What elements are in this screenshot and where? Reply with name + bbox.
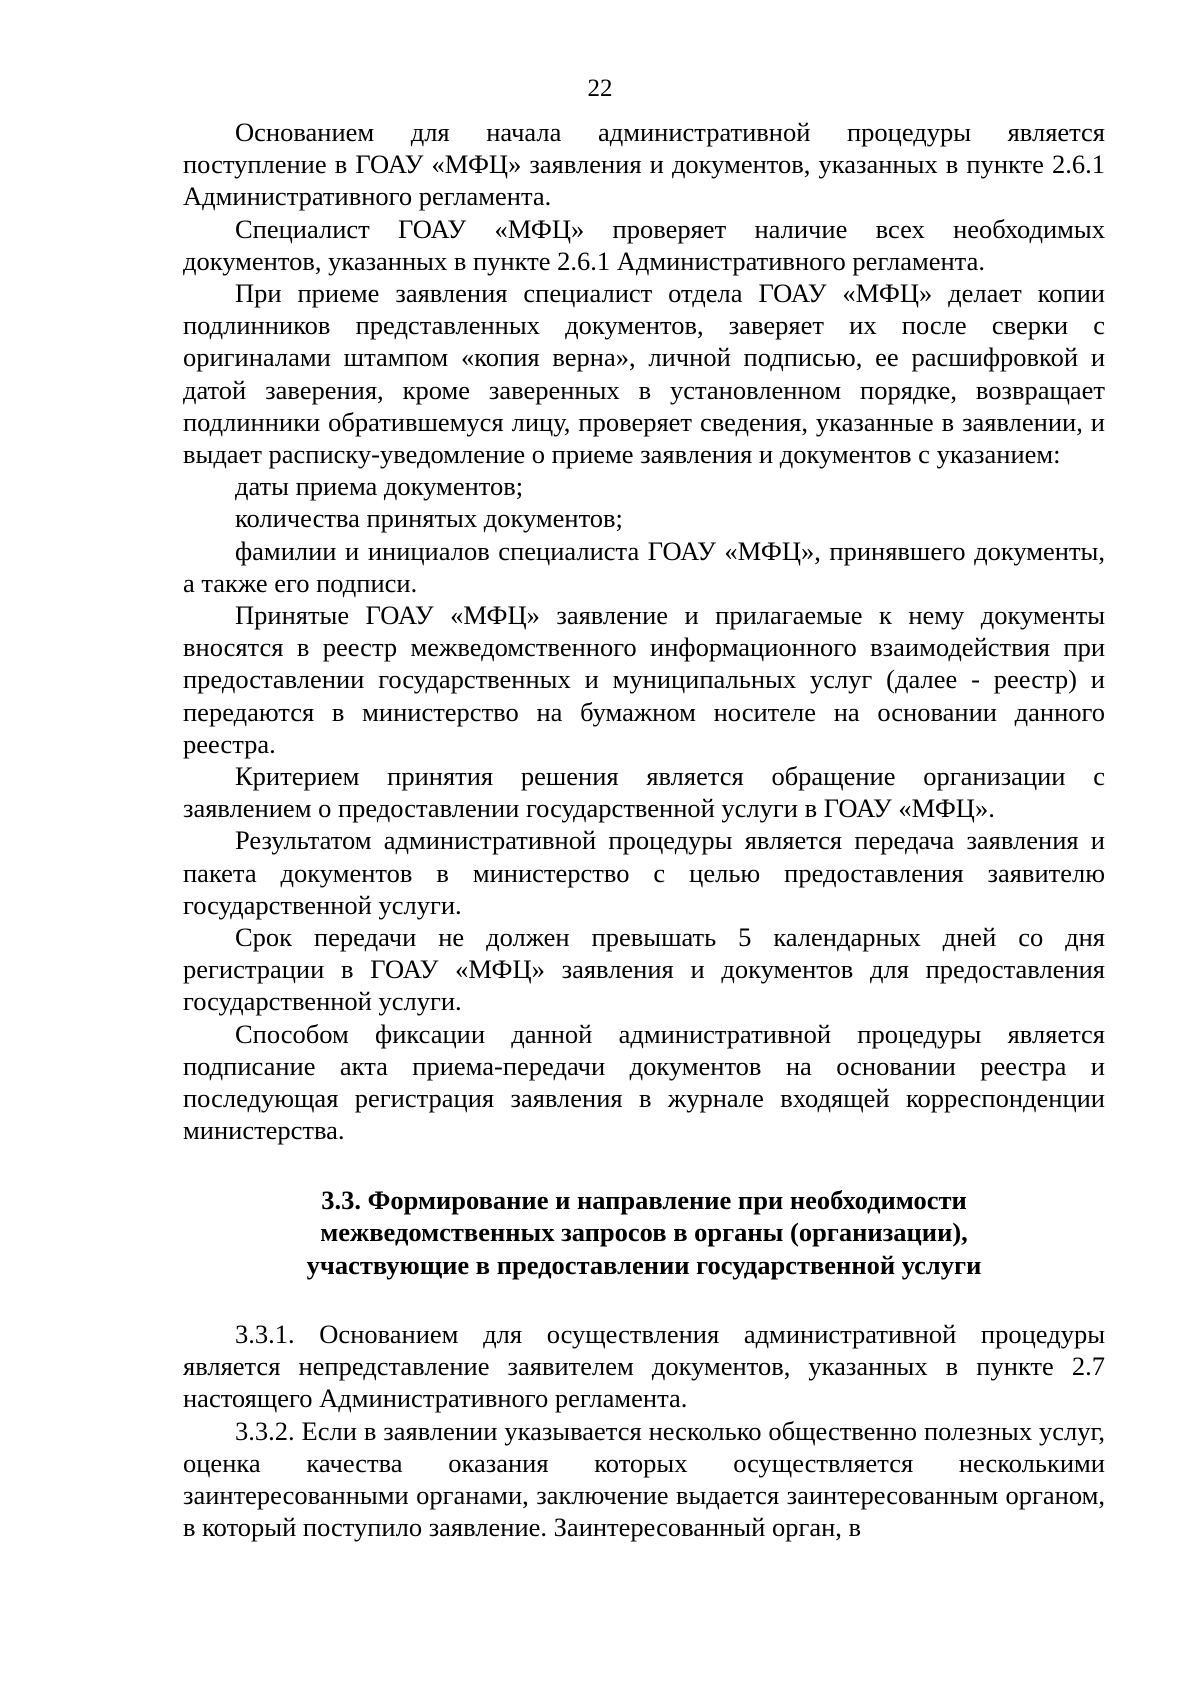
paragraph-result: Результатом административной процедуры является передача заявления и пакета документов в министерство с целью предоставления заявителю государственной услуги. (183, 825, 1105, 920)
list-item-specialist: фамилии и инициалов специалиста ГОАУ «МФЦ», принявшего документы, а также его подписи. (183, 535, 1105, 598)
paragraph-criterion: Критерием принятия решения является обращение организации с заявлением о предоставлении государственной услуги в ГОАУ «МФЦ». (183, 761, 1105, 824)
paragraph-registry: Принятые ГОАУ «МФЦ» заявление и прилагаемые к нему документы вносятся в реестр межведомственного информационного взаимодействия при предоставлении государственных и муниципальных услуг (далее - реестр) и передаются в министерство на бумажном носителе на основании данного реестра. (183, 600, 1105, 759)
paragraph-check-documents: Специалист ГОАУ «МФЦ» проверяет наличие всех необходимых документов, указанных в пункте 2.6.1 Административного регламента. (183, 213, 1105, 276)
paragraph-fixation: Способом фиксации данной административной процедуры является подписание акта приема-передачи документов на основании реестра и последующая регистрация заявления в журнале входящей корреспонденции министерства. (183, 1018, 1105, 1146)
paragraph-3-3-1: 3.3.1. Основанием для осуществления административной процедуры является непредставление заявителем документов, указанных в пункте 2.7 настоящего Административного регламента. (183, 1319, 1105, 1414)
paragraph-deadline: Срок передачи не должен превышать 5 календарных дней со дня регистрации в ГОАУ «МФЦ» заявления и документов для предоставления государственной услуги. (183, 922, 1105, 1017)
section-heading-line: межведомственных запросов в органы (организации), (320, 1217, 968, 1247)
document-body (183, 116, 1105, 1543)
paragraph-reception-procedure: При приеме заявления специалист отдела ГОАУ «МФЦ» делает копии подлинников представленных документов, заверяет их после сверки с оригиналами штампом «копия верна», личной подписью, ее расшифровкой и датой заверения, кроме заверенных в установленном порядке, возвращает подлинники обратившемуся лицу, проверяет сведения, указанные в заявлении, и выдает расписку-уведомление о приеме заявления и документов с указанием: (183, 278, 1105, 470)
section-heading (183, 1184, 1105, 1282)
section-heading-line: 3.3. Формирование и направление при необходимости (321, 1184, 967, 1215)
list-item-count: количества принятых документов; (235, 503, 623, 534)
section-heading-line: участвующие в предоставлении государственной услуги (306, 1249, 982, 1280)
paragraph-basis: Основанием для начала административной процедуры является поступление в ГОАУ «МФЦ» заявления и документов, указанных в пункте 2.6.1 Административного регламента. (183, 117, 1105, 212)
page-number: 22 (587, 75, 613, 102)
paragraph-3-3-2: 3.3.2. Если в заявлении указывается несколько общественно полезных услуг, оценка качества оказания которых осуществляется несколькими заинтересованными органами, заключение выдается заинтересованным органом, в который поступило заявление. Заинтересованный орган, в (183, 1415, 1105, 1543)
list-item-date: даты приема документов; (235, 471, 524, 502)
